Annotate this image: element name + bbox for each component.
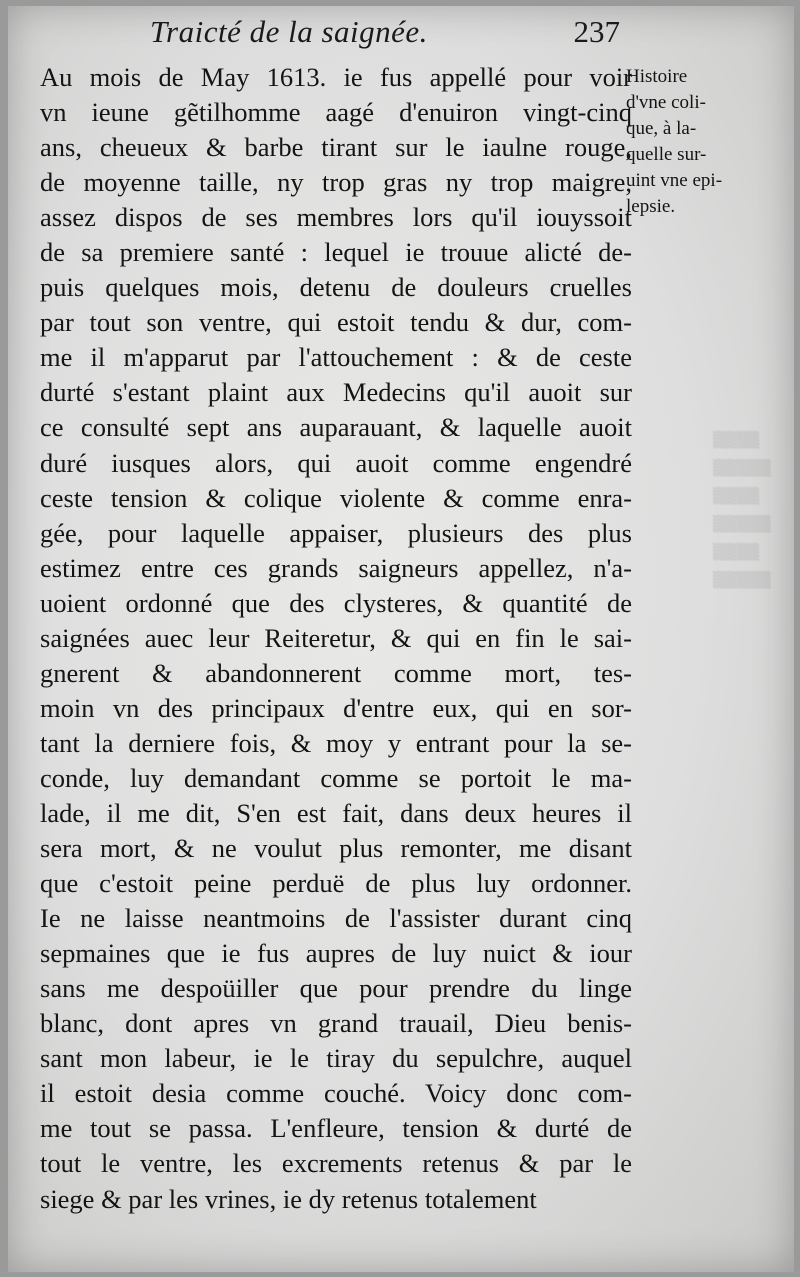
text-line: ans, cheueux & barbe tirant sur le iaulne rouge,: [40, 132, 632, 163]
text-line: ceste tension & colique violente & comme enra-: [40, 482, 632, 513]
text-line: Au mois de May 1613. ie fus appellé pour voir: [40, 62, 632, 92]
text-line: par tout son ventre, qui estoit tendu & dur, com-: [40, 307, 632, 338]
margin-note-line: quelle sur-: [626, 144, 707, 165]
text-line: Ie ne laisse neantmoins de l'assister durant cinq: [40, 903, 632, 934]
margin-note-line: uint vne epi-: [626, 170, 723, 191]
page-number: 237: [573, 14, 620, 49]
text-line: gée, pour laquelle appaiser, plusieurs des plus: [40, 517, 632, 548]
text-line: moin vn des principaux d'entre eux, qui en sor-: [40, 692, 632, 723]
text-line: de sa premiere santé : lequel ie trouue alicté de-: [40, 237, 632, 268]
body-text: [40, 60, 632, 1217]
text-line: me il m'apparut par l'attouchement : & de ceste: [40, 342, 632, 373]
text-line: sant mon labeur, ie le tiray du sepulchre, auquel: [40, 1043, 632, 1074]
margin-note: [626, 64, 756, 220]
text-line: gnerent & abandonnerent comme mort, tes-: [40, 657, 632, 688]
text-line: siege & par les vrines, ie dy retenus totalement: [40, 1183, 537, 1214]
text-line: puis quelques mois, detenu de douleurs cruelles: [40, 272, 632, 303]
text-line: me tout se passa. L'enfleure, tension & durté de: [40, 1113, 632, 1144]
text-line: sepmaines que ie fus aupres de luy nuict & iour: [40, 938, 632, 969]
text-line: lade, il me dit, S'en est fait, dans deux heures il: [40, 797, 632, 828]
show-through-text: ▒▒▒▒ ▒▒▒▒▒ ▒▒▒▒ ▒▒▒▒▒ ▒▒▒▒ ▒▒▒▒▒: [713, 431, 771, 589]
text-line: vn ieune gẽtilhomme aagé d'enuiron vingt-cinq: [40, 97, 632, 128]
page-header: [150, 14, 620, 54]
text-line: tant la derniere fois, & moy y entrant pour la se-: [40, 727, 632, 758]
text-line: duré iusques alors, qui auoit comme engendré: [40, 447, 632, 478]
margin-note-line: d'vne coli-: [626, 92, 706, 113]
text-line: blanc, dont apres vn grand trauail, Dieu benis-: [40, 1008, 632, 1039]
text-line: estimez entre ces grands saigneurs appellez, n'a-: [40, 552, 632, 583]
text-line: tout le ventre, les excrements retenus & par le: [40, 1148, 632, 1179]
margin-note-line: Histoire: [626, 66, 688, 87]
margin-note-line: que, à la-: [626, 118, 697, 139]
margin-note-line: lepsie.: [626, 196, 676, 217]
text-line: uoient ordonné que des clysteres, & quantité de: [40, 587, 632, 618]
text-line: assez dispos de ses membres lors qu'il iouyssoit: [40, 202, 632, 233]
text-line: durté s'estant plaint aux Medecins qu'il auoit sur: [40, 377, 632, 408]
text-line: conde, luy demandant comme se portoit le ma-: [40, 762, 632, 793]
text-line: saignées auec leur Reiteretur, & qui en fin le sai-: [40, 622, 632, 653]
text-line: ce consulté sept ans auparauant, & laquelle auoit: [40, 412, 632, 443]
text-line: il estoit desia comme couché. Voicy donc com-: [40, 1078, 632, 1109]
text-line: de moyenne taille, ny trop gras ny trop maigre,: [40, 167, 632, 198]
text-line: sans me despoüiller que pour prendre du linge: [40, 973, 632, 1004]
text-line: sera mort, & ne voulut plus remonter, me disant: [40, 833, 632, 864]
text-line: que c'estoit peine perduë de plus luy ordonner.: [40, 868, 632, 899]
running-title: Traicté de la saignée.: [150, 14, 428, 49]
